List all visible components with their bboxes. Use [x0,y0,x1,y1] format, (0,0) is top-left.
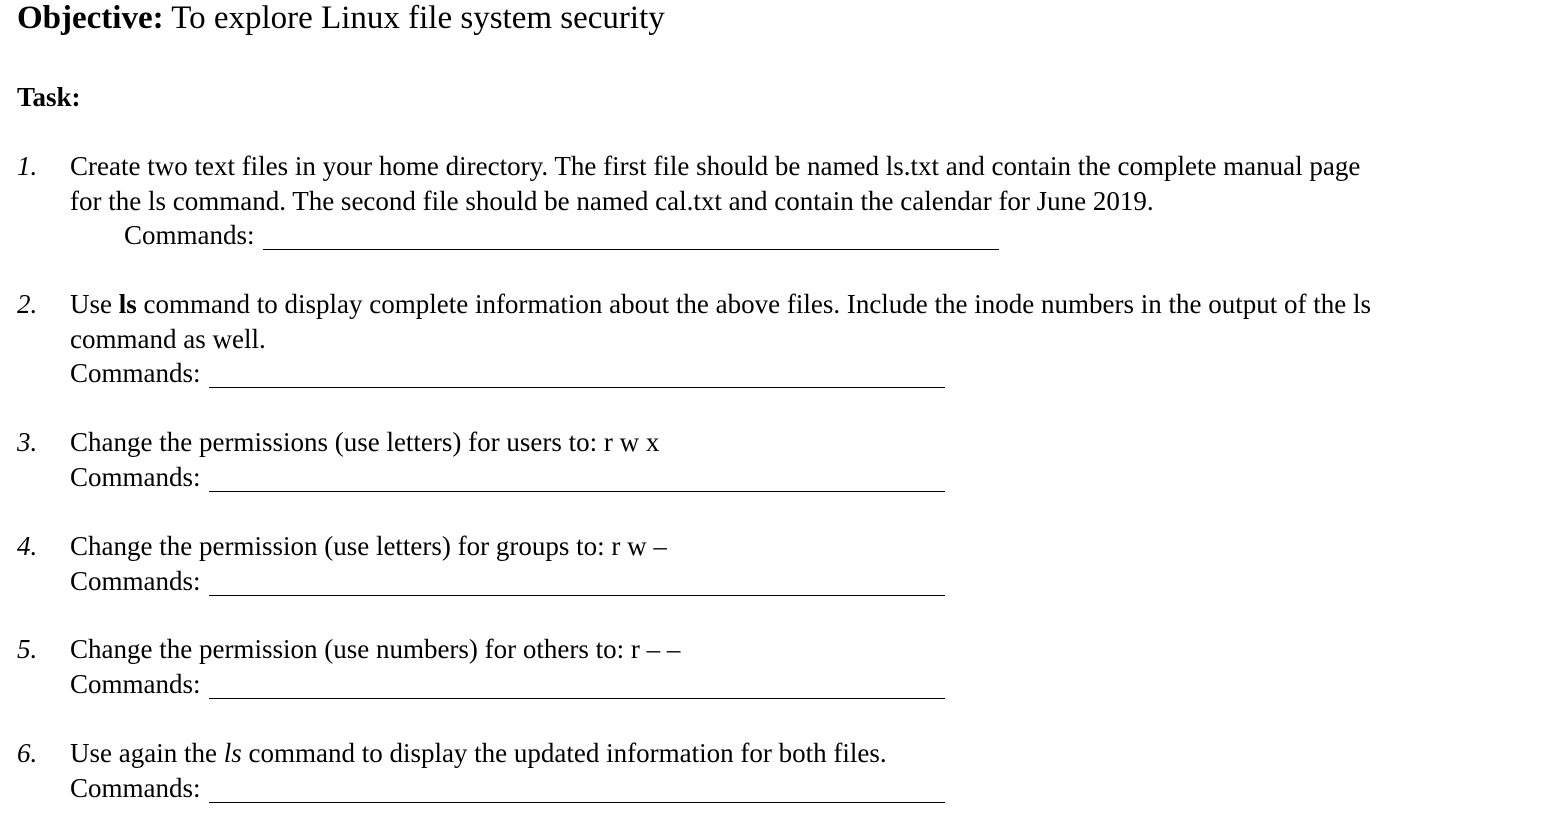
commands-answer-blank[interactable] [209,467,945,492]
task-body [70,287,1371,391]
task-number: 2. [17,289,38,319]
task-number: 3. [17,427,38,457]
commands-row [70,564,945,599]
commands-answer-blank[interactable] [263,225,999,250]
task-body [70,632,945,701]
commands-label: Commands: [70,668,201,699]
task-text-fragment: command to display the updated information for both files. [241,738,887,768]
commands-label: Commands: [70,772,201,803]
commands-answer-blank[interactable] [209,571,945,596]
task-body [70,529,945,598]
commands-row [70,771,945,806]
commands-row [70,460,945,495]
task-body [70,736,945,805]
task-text-line: Create two text files in your home directory. The first file should be named ls.txt and contain the complete manual page [70,151,1361,181]
task-text-line [70,287,1371,322]
task-body [70,149,1360,253]
task-heading: Task: [17,82,81,112]
task-text-line [70,736,945,771]
commands-label: Commands: [124,220,255,250]
task-text-line: for the ls command. The second file should be named cal.txt and contain the calendar for June 2019. [70,185,1154,216]
task-body [70,425,945,494]
objective-label: Objective: [17,0,164,36]
task-number: 5. [17,634,38,664]
commands-answer-blank[interactable] [209,363,945,388]
task-text-fragment: Use [70,289,119,319]
task-text-fragment: Use again the [70,738,224,768]
task-text-line: Change the permission (use numbers) for others to: r – – [70,634,681,664]
task-number: 6. [17,738,38,768]
task-text-line: command as well. [70,323,266,354]
commands-row [70,218,1360,253]
task-text-line: Change the permission (use letters) for groups to: r w – [70,531,667,561]
commands-row [70,356,1371,391]
task-text-fragment: command to display complete information about the above files. Include the inode numbers in the output of the ls [136,289,1371,319]
commands-answer-blank[interactable] [209,778,945,803]
commands-label: Commands: [70,461,201,492]
task-number: 4. [17,531,38,561]
objective-text: To explore Linux file system security [171,0,665,36]
ls-command-keyword: ls [223,738,242,768]
ls-command-keyword: ls [118,289,137,319]
task-text-line: Change the permissions (use letters) for users to: r w x [70,427,660,457]
commands-label: Commands: [70,358,201,388]
commands-label: Commands: [70,565,201,596]
task-number: 1. [17,151,38,181]
commands-answer-blank[interactable] [209,674,945,699]
commands-row [70,667,945,702]
objective-line [17,0,665,38]
